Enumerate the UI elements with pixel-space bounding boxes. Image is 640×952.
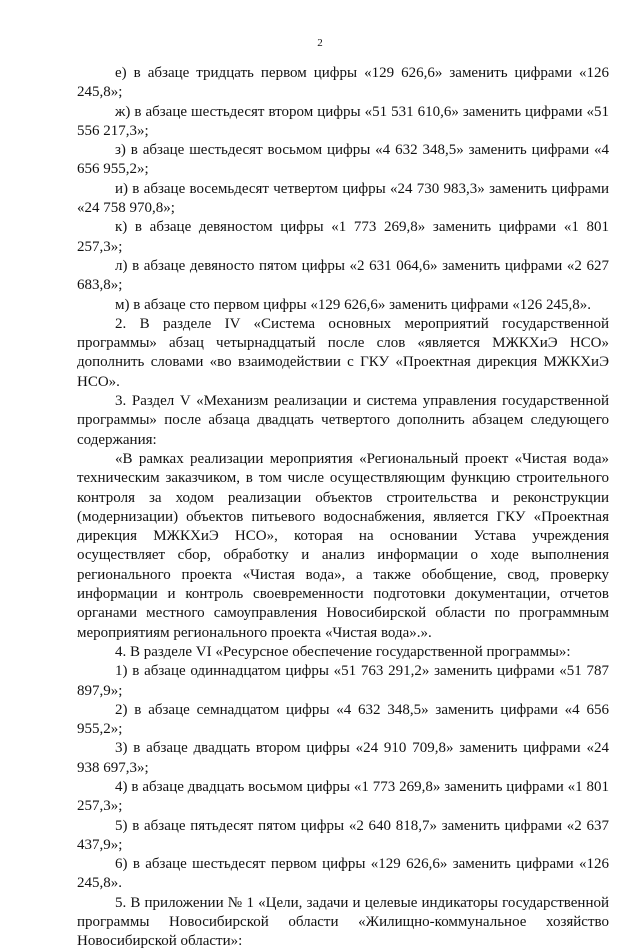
paragraph-section-vi: 4. В разделе VI «Ресурсное обеспечение государственной программы»: [115, 643, 571, 660]
paragraph-item-1: 1) в абзаце одиннадцатом цифры «51 763 291,2» заменить цифрами «51 787 897,9»; [77, 663, 609, 699]
paragraph-amendment-m: м) в абзаце сто первом цифры «129 626,6» заменить цифрами «126 245,8». [115, 296, 592, 313]
paragraph-item-5: 5) в абзаце пятьдесят пятом цифры «2 640 818,7» заменить цифрами «2 637 437,9»; [77, 817, 609, 853]
paragraph-section-iv: 2. В разделе IV «Система основных мероприятий государственной программы» абзац четырнадцатый после слов «является МЖКХиЭ НСО» дополнить словами «во взаимодействии с ГКУ «Проектная дирекция МЖКХиЭ НСО». [77, 315, 609, 390]
paragraph-item-6: 6) в абзаце шестьдесят первом цифры «129 626,6» заменить цифрами «126 245,8». [77, 856, 609, 892]
paragraph-amendment-l: л) в абзаце девяносто пятом цифры «2 631 064,6» заменить цифрами «2 627 683,8»; [77, 257, 609, 294]
page-number: 2 [317, 37, 323, 49]
paragraph-inserted-text: «В рамках реализации мероприятия «Региональный проект «Чистая вода» техническим заказчиком, в том числе осуществляющим функцию строительного контроля за ходом реализации объектов строительства и реконструкции (модернизации) объектов питьевого водоснабжения, является ГКУ «Проектная дирекция МЖКХиЭ НСО», которая на основании Устава учреждения осуществляет сбор, обработку и анализ информации о ходе выполнения регионального проекта «Чистая вода», а также обобщение, свод, проверку информации и контроль своевременности подготовки документации, отчетов органами местного самоуправления Новосибирской области по программным мероприятиям регионального проекта «Чистая вода».». [77, 450, 609, 641]
document-body [77, 64, 609, 952]
paragraph-amendment-zh: ж) в абзаце шестьдесят втором цифры «51 531 610,6» заменить цифрами «51 556 217,3»; [77, 103, 609, 139]
paragraph-appendix-1: 5. В приложении № 1 «Цели, задачи и целевые индикаторы государственной программы Новосибирской области «Жилищно-коммунальное хозяйство Новосибирской области»: [77, 894, 609, 950]
paragraph-item-4: 4) в абзаце двадцать восьмом цифры «1 773 269,8» заменить цифрами «1 801 257,3»; [77, 778, 609, 815]
paragraph-amendment-z: з) в абзаце шестьдесят восьмом цифры «4 632 348,5» заменить цифрами «4 656 955,2»; [77, 142, 609, 178]
paragraph-item-3: 3) в абзаце двадцать втором цифры «24 910 709,8» заменить цифрами «24 938 697,3»; [77, 740, 609, 776]
paragraph-amendment-k: к) в абзаце девяностом цифры «1 773 269,8» заменить цифрами «1 801 257,3»; [77, 219, 609, 255]
paragraph-amendment-e: е) в абзаце тридцать первом цифры «129 626,6» заменить цифрами «126 245,8»; [77, 65, 609, 101]
paragraph-section-v: 3. Раздел V «Механизм реализации и система управления государственной программы» после абзаца двадцать четвертого дополнить абзацем следующего содержания: [77, 393, 609, 448]
paragraph-item-2: 2) в абзаце семнадцатом цифры «4 632 348,5» заменить цифрами «4 656 955,2»; [77, 701, 609, 738]
paragraph-amendment-i: и) в абзаце восемьдесят четвертом цифры «24 730 983,3» заменить цифрами «24 758 970,8»; [77, 180, 609, 217]
